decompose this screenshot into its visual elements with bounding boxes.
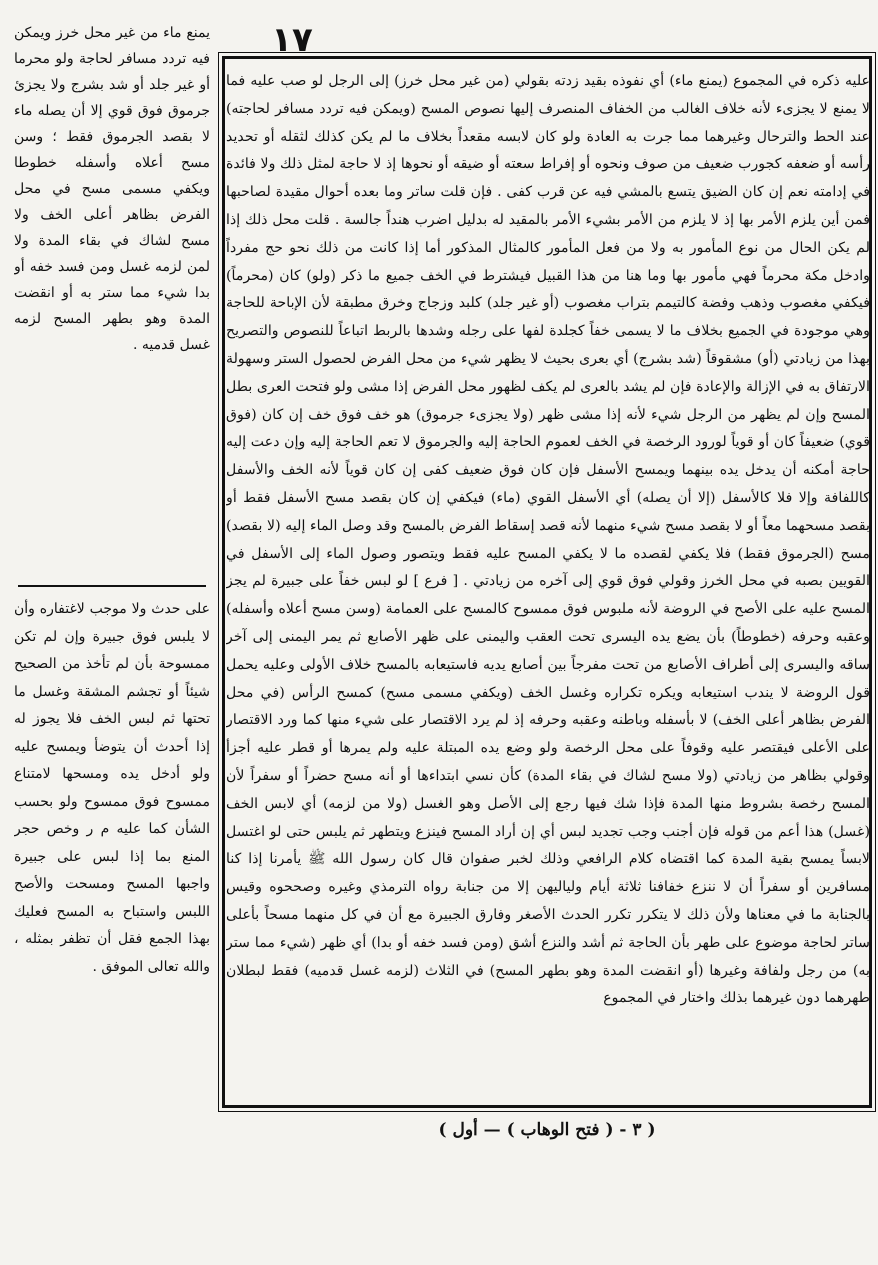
margin-paragraph-top: يمنع ماء من غير محل خرز ويمكن فيه تردد مسافر لحاجة ولو محرما أو غير جلد أو شد بشرج ولا يجزئ جرموق فوق قوي إلا أن يصله ماء لا بقصد الجرموق فقط ؛ وسن مسح أعلاه وأسفله خطوطا ويكفي مسمى مسح في محل الفرض بظاهر أعلى الخف ولا مسح لشاك في بقاء المدة ولا لمن لزمه غسل ومن فسد خفه أو بدا شيء مما ستر به أو انقضت المدة وهو بطهر المسح لزمه غسل قدميه . — [14, 25, 210, 353]
main-commentary-text — [226, 68, 870, 1096]
margin-divider — [18, 585, 206, 587]
main-paragraph: عليه ذكره في المجموع (يمنع ماء) أي نفوذه بقيد زدته بقولي (من غير محل خرز) إلى الرجل لو صب عليه فما لا يمنع لا يجزىء لأنه خلاف الغالب من الخفاف المنصرف إليها نصوص المسح (ويمكن فيه تردد مسافر لحاجته) عند الحط والترحال وغيرهما مما جرت به العادة ولو كان لابسه مقعداً بخلاف ما لم يكن كذلك لثقله أو تحديد رأسه أو ضعفه كجورب ضعيف من صوف ونحوه أو إفراط سعته أو ضيقه أو نحوها إذ لا حاجة لمثل ذلك ولا فائدة في إدامته نعم إن كان الضيق يتسع بالمشي فيه عن قرب كفى . فإن قلت ساتر وما بعده أحوال مقيدة لصاحبها فمن أين يلزم الأمر بها إذ لا يلزم من الأمر بشيء الأمر بالمقيد له بدليل اضرب هنداً جالسة . قلت محل ذلك إذا لم يكن الحال من نوع المأمور به ولا من فعل المأمور كالمثال المذكور أما إذا كانت من ذلك نحو حج مفرداً وادخل مكة محرماً فهي مأمور بها وما هنا من هذا القبيل فيشترط في الخف جميع ما ذكر (ولو) كان (محرماً) فيكفي مغصوب وذهب وفضة كالتيمم بتراب مغصوب (أو غير جلد) كلبد وزجاج وخرق مطبقة لأن الإباحة للحاجة وهي موجودة في الجميع بخلاف ما لا يسمى خفاً كجلدة لفها على رجله وشدها بالربط اتباعاً للنصوص والتصريح بهذا من زيادتي (أو) مشقوقاً (شد بشرج) أي بعرى بحيث لا يظهر شيء من محل الفرض لحصول الستر وسهولة الارتفاق به في الإزالة والإعادة فإن لم يشد بالعرى لم يكف لظهور محل الفرض إذا مشى ولو فتحت العرى بطل المسح وإن لم يظهر من الرجل شيء لأنه إذا مشى ظهر (ولا يجزىء جرموق) هو خف فوق خف إن كان (فوق قوي) ضعيفاً كان أو قوياً لورود الرخصة في الخف لعموم الحاجة إليه والجرموق لا تعم الحاجة إليه وإن دعت إليه حاجة أمكنه أن يدخل يده بينهما ويمسح الأسفل فإن كان فوق ضعيف كفى إن كان قوياً لأنه الخف والأسفل كاللفافة وإلا فلا كالأسفل (إلا أن يصله) أي الأسفل القوي (ماء) فيكفي إن كان بقصد مسح الأسفل فقط أو بقصد مسحهما معاً أو لا بقصد مسح شيء منهما لأنه قصد إسقاط الفرض بالمسح وقد وصل الماء إليه (لا بقصد) مسح (الجرموق فقط) فلا يكفي لقصده ما لا يكفي المسح عليه فقط ويتصور وصول الماء إلى الأسفل في القويين بصبه في محل الخرز وقولي فوق قوي إلى آخره من زيادتي . [ فرع ] لو لبس خفاً على جبيرة لم يجز المسح عليه على الأصح في الروضة لأنه ملبوس فوق ممسوح كالمسح على العمامة (وسن مسح أعلاه وأسفله) وعقبه وحرفه (خطوطاً) بأن يضع يده اليسرى تحت العقب واليمنى على ظهر الأصابع ثم يمر اليمنى إلى آخر ساقه واليسرى إلى أطراف الأصابع من تحت مفرجاً بين أصابع يديه فاستيعابه بالمسح خلاف الأولى وعليه يحمل قول الروضة لا يندب استيعابه ويكره تكراره وغسل الخف (ويكفي مسمى مسح) كمسح الرأس (في محل الفرض بظاهر أعلى الخف) لا بأسفله وباطنه وعقبه وحرفه إذ لم يرد الاقتصار على شيء منها كما ورد الاقتصار على الأعلى فيقتصر عليه وقوفاً على محل الرخصة ولو وضع يده المبتلة عليه ولم يمرها أو قطر عليه أجزأ وقولي بظاهر من زيادتي (ولا مسح لشاك في بقاء المدة) كأن نسي ابتداءها أو أنه مسح حضراً أو سفراً لأن المسح رخصة بشروط منها المدة فإذا شك فيها رجع إلى الأصل وهو الغسل (ولا من لزمه) أي لابس الخف (غسل) هذا أعم من قوله فإن أجنب وجب تجديد لبس أي إن أراد المسح فينزع ويتطهر ثم يلبس حتى لو اغتسل لابساً يمسح بقية المدة كما اقتضاه كلام الرافعي وذلك لخبر صفوان قال كان رسول الله ﷺ يأمرنا إذا كنا مسافرين أو سفراً أن لا ننزع خفافنا ثلاثة أيام ولياليهن إلا من جنابة رواه الترمذي وغيره وصححوه وقيس بالجنابة ما في معناها ولأن ذلك لا يتكرر تكرر الحدث الأصغر وفارق الجبيرة مع أن في كل منهما مسحاً بأعلى ساتر لحاجة موضوع على طهر بأن الحاجة ثم أشد والنزع أشق (ومن فسد خفه أو بدا) أي ظهر (شيء مما ستر به) من رجل ولفافة وغيرها (أو انقضت المدة وهو بطهر المسح) في الثلاث (لزمه غسل قدميه) فقط لبطلان طهرهما دون غيرهما بذلك واختار في المجموع — [226, 73, 870, 1007]
page-footer: ( ٣ - ( فتح الوهاب ) — أول ) — [438, 1120, 656, 1140]
margin-text-top — [14, 20, 210, 580]
margin-paragraph-bottom: على حدث ولا موجب لاغتفاره وأن لا يلبس فوق جبيرة وإن لم تكن ممسوحة بأن لم تأخذ من الصحيح شيئاً أو تجشم المشقة وغسل ما تحتها ثم لبس الخف فلا يجوز له إذا أحدث أن يتوضأ ويمسح عليه ولو أدخل يده ومسحها لامتناع ممسوح فوق ممسوح ولو بحسب الشأن كما عليه م ر وخص حجر المنع بما إذا لبس على جبيرة واجبها المسح ومسحت والأصح اللبس واستباح به المسح فعليك بهذا الجمع فقل أن تظفر بمثله ، والله تعالى الموفق . — [14, 601, 210, 975]
page-number: ١٧ — [271, 20, 313, 60]
margin-text-bottom — [14, 596, 210, 1216]
